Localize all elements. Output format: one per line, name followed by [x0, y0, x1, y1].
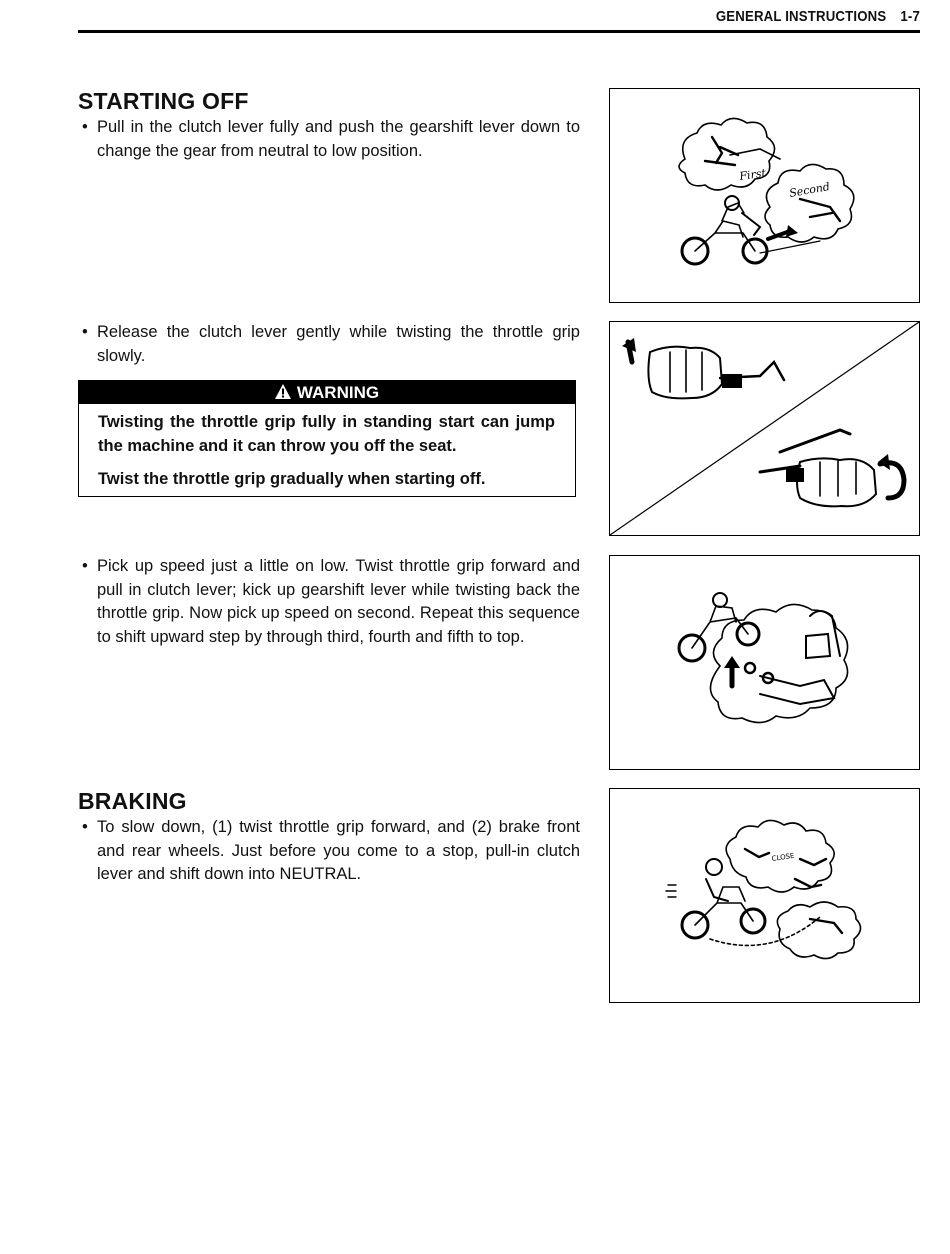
- warning-title-bar: [79, 381, 575, 404]
- warning-box: [78, 380, 576, 497]
- warning-triangle-icon: [275, 382, 291, 405]
- figure-upshift-illustration: [609, 555, 920, 770]
- list-item: [80, 321, 580, 368]
- braking-heading: BRAKING: [78, 788, 187, 814]
- page-number: 1-7: [900, 8, 920, 25]
- figure-braking-illustration: [609, 788, 920, 1003]
- bullet-dot-icon: •: [82, 118, 88, 136]
- warning-body: [79, 404, 575, 491]
- bullet-text: Pull in the clutch lever fully and push the gearshift lever down to change the gear from neutral to low position.: [97, 118, 580, 160]
- warning-title: WARNING: [296, 383, 380, 402]
- page-header: [78, 6, 920, 33]
- bullet-text: Pick up speed just a little on low. Twist throttle grip forward and pull in clutch lever; kick up gearshift lever while twisting back the throttle grip. Now pick up speed on second. Repeat this sequence to shift upward step by through third, fourth and fifth to top.: [97, 557, 580, 646]
- header-text: [716, 8, 920, 25]
- list-item: [80, 116, 580, 163]
- warning-line-2: Twist the throttle grip gradually when starting off.: [98, 470, 486, 488]
- close-label: CLOSE: [771, 851, 795, 863]
- list-item: [80, 555, 580, 649]
- starting-off-heading: STARTING OFF: [78, 88, 249, 114]
- first-gear-label: First: [738, 166, 767, 183]
- bullet-dot-icon: •: [82, 818, 88, 836]
- list-item: [80, 816, 580, 887]
- bullet-text: To slow down, (1) twist throttle grip forward, and (2) brake front and rear wheels. Just before you come to a stop, pull-in clutch lever and shift down into NEUTRAL.: [97, 818, 580, 883]
- warning-line-1: Twisting the throttle grip fully in standing start can jump the machine and it can throw you off the seat.: [98, 413, 555, 455]
- figure-throttle-grip-illustration: [609, 321, 920, 536]
- bullet-dot-icon: •: [82, 557, 88, 575]
- second-gear-label: Second: [788, 180, 831, 200]
- bullet-dot-icon: •: [82, 323, 88, 341]
- section-title: GENERAL INSTRUCTIONS: [715, 8, 887, 25]
- figure-gearshift-illustration: [609, 88, 920, 303]
- bullet-text: Release the clutch lever gently while twisting the throttle grip slowly.: [97, 323, 580, 365]
